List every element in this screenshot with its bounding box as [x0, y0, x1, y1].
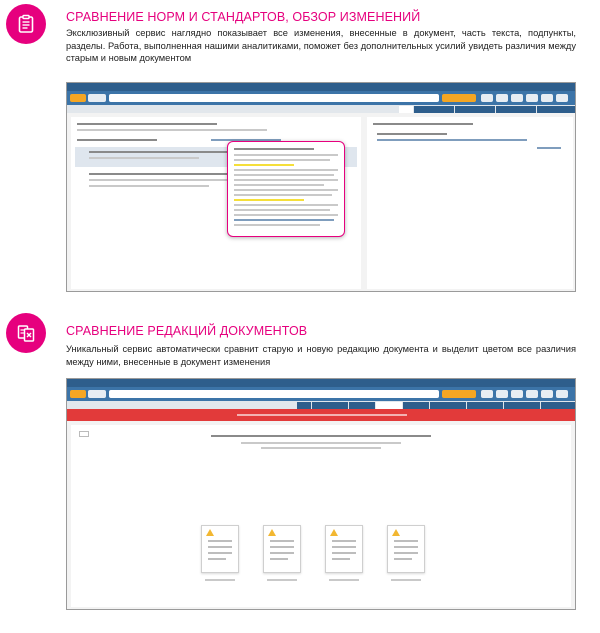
address-field	[109, 94, 439, 102]
tab	[399, 106, 413, 113]
changes-popup	[227, 141, 345, 237]
back-button	[70, 390, 86, 398]
app-screenshot-norms	[66, 82, 576, 292]
tab	[504, 402, 540, 409]
nav-arrows-icon	[88, 94, 106, 102]
tab	[496, 106, 536, 113]
address-field	[109, 390, 439, 398]
search-button	[442, 390, 476, 398]
section-heading: СРАВНЕНИЕ НОРМ И СТАНДАРТОВ, ОБЗОР ИЗМЕНЕНИЙ	[66, 10, 421, 24]
toolbar-control	[541, 390, 553, 398]
document-version-icon	[325, 525, 363, 573]
toolbar-control	[556, 94, 568, 102]
tab	[455, 106, 495, 113]
document-version-icon	[263, 525, 301, 573]
window-titlebar	[67, 83, 575, 91]
panel-control-icon	[79, 431, 89, 437]
app-toolbar	[67, 387, 575, 401]
back-button	[70, 94, 86, 102]
toolbar-control	[556, 390, 568, 398]
tab	[312, 402, 348, 409]
tab	[349, 402, 375, 409]
section-description: Эксклюзивный сервис наглядно показывает все изменения, внесенные в документ, часть текста, подпункты, разделы. Работа, выполненная нашими аналитиками, поможет без дополнительных усилий увидеть различия между старым и новым документом	[66, 28, 576, 63]
toolbar-control	[526, 94, 538, 102]
toolbar-control	[526, 390, 538, 398]
toolbar-control	[511, 390, 523, 398]
section-revisions-comparison	[0, 310, 600, 633]
document-version-icon	[201, 525, 239, 573]
clipboard-icon	[6, 4, 46, 44]
tabs-bar	[67, 401, 575, 409]
tab	[537, 106, 576, 113]
tab	[467, 402, 503, 409]
window-titlebar	[67, 379, 575, 387]
toolbar-control	[481, 94, 493, 102]
tab	[541, 402, 576, 409]
nav-arrows-icon	[88, 390, 106, 398]
comparison-panel	[71, 425, 571, 607]
compare-documents-icon	[6, 313, 46, 353]
alert-bar	[67, 409, 575, 421]
section-norms-comparison	[0, 0, 600, 310]
toolbar-control	[511, 94, 523, 102]
document-version-icon	[387, 525, 425, 573]
section-description: Уникальный сервис автоматически сравнит старую и новую редакцию документа и выделит цветом все различия между ними, внесенные в документ изменения	[66, 344, 576, 367]
tab	[403, 402, 429, 409]
tab	[430, 402, 466, 409]
app-toolbar	[67, 91, 575, 105]
tab	[297, 402, 311, 409]
warning-icon	[73, 409, 85, 420]
tab	[376, 402, 402, 409]
section-heading: СРАВНЕНИЕ РЕДАКЦИЙ ДОКУМЕНТОВ	[66, 324, 308, 338]
toolbar-control	[541, 94, 553, 102]
tab	[414, 106, 454, 113]
toolbar-control	[481, 390, 493, 398]
toolbar-control	[496, 390, 508, 398]
search-button	[442, 94, 476, 102]
tabs-bar	[67, 105, 575, 113]
app-screenshot-revisions	[66, 378, 576, 610]
related-materials-panel	[367, 117, 573, 289]
toolbar-control	[496, 94, 508, 102]
